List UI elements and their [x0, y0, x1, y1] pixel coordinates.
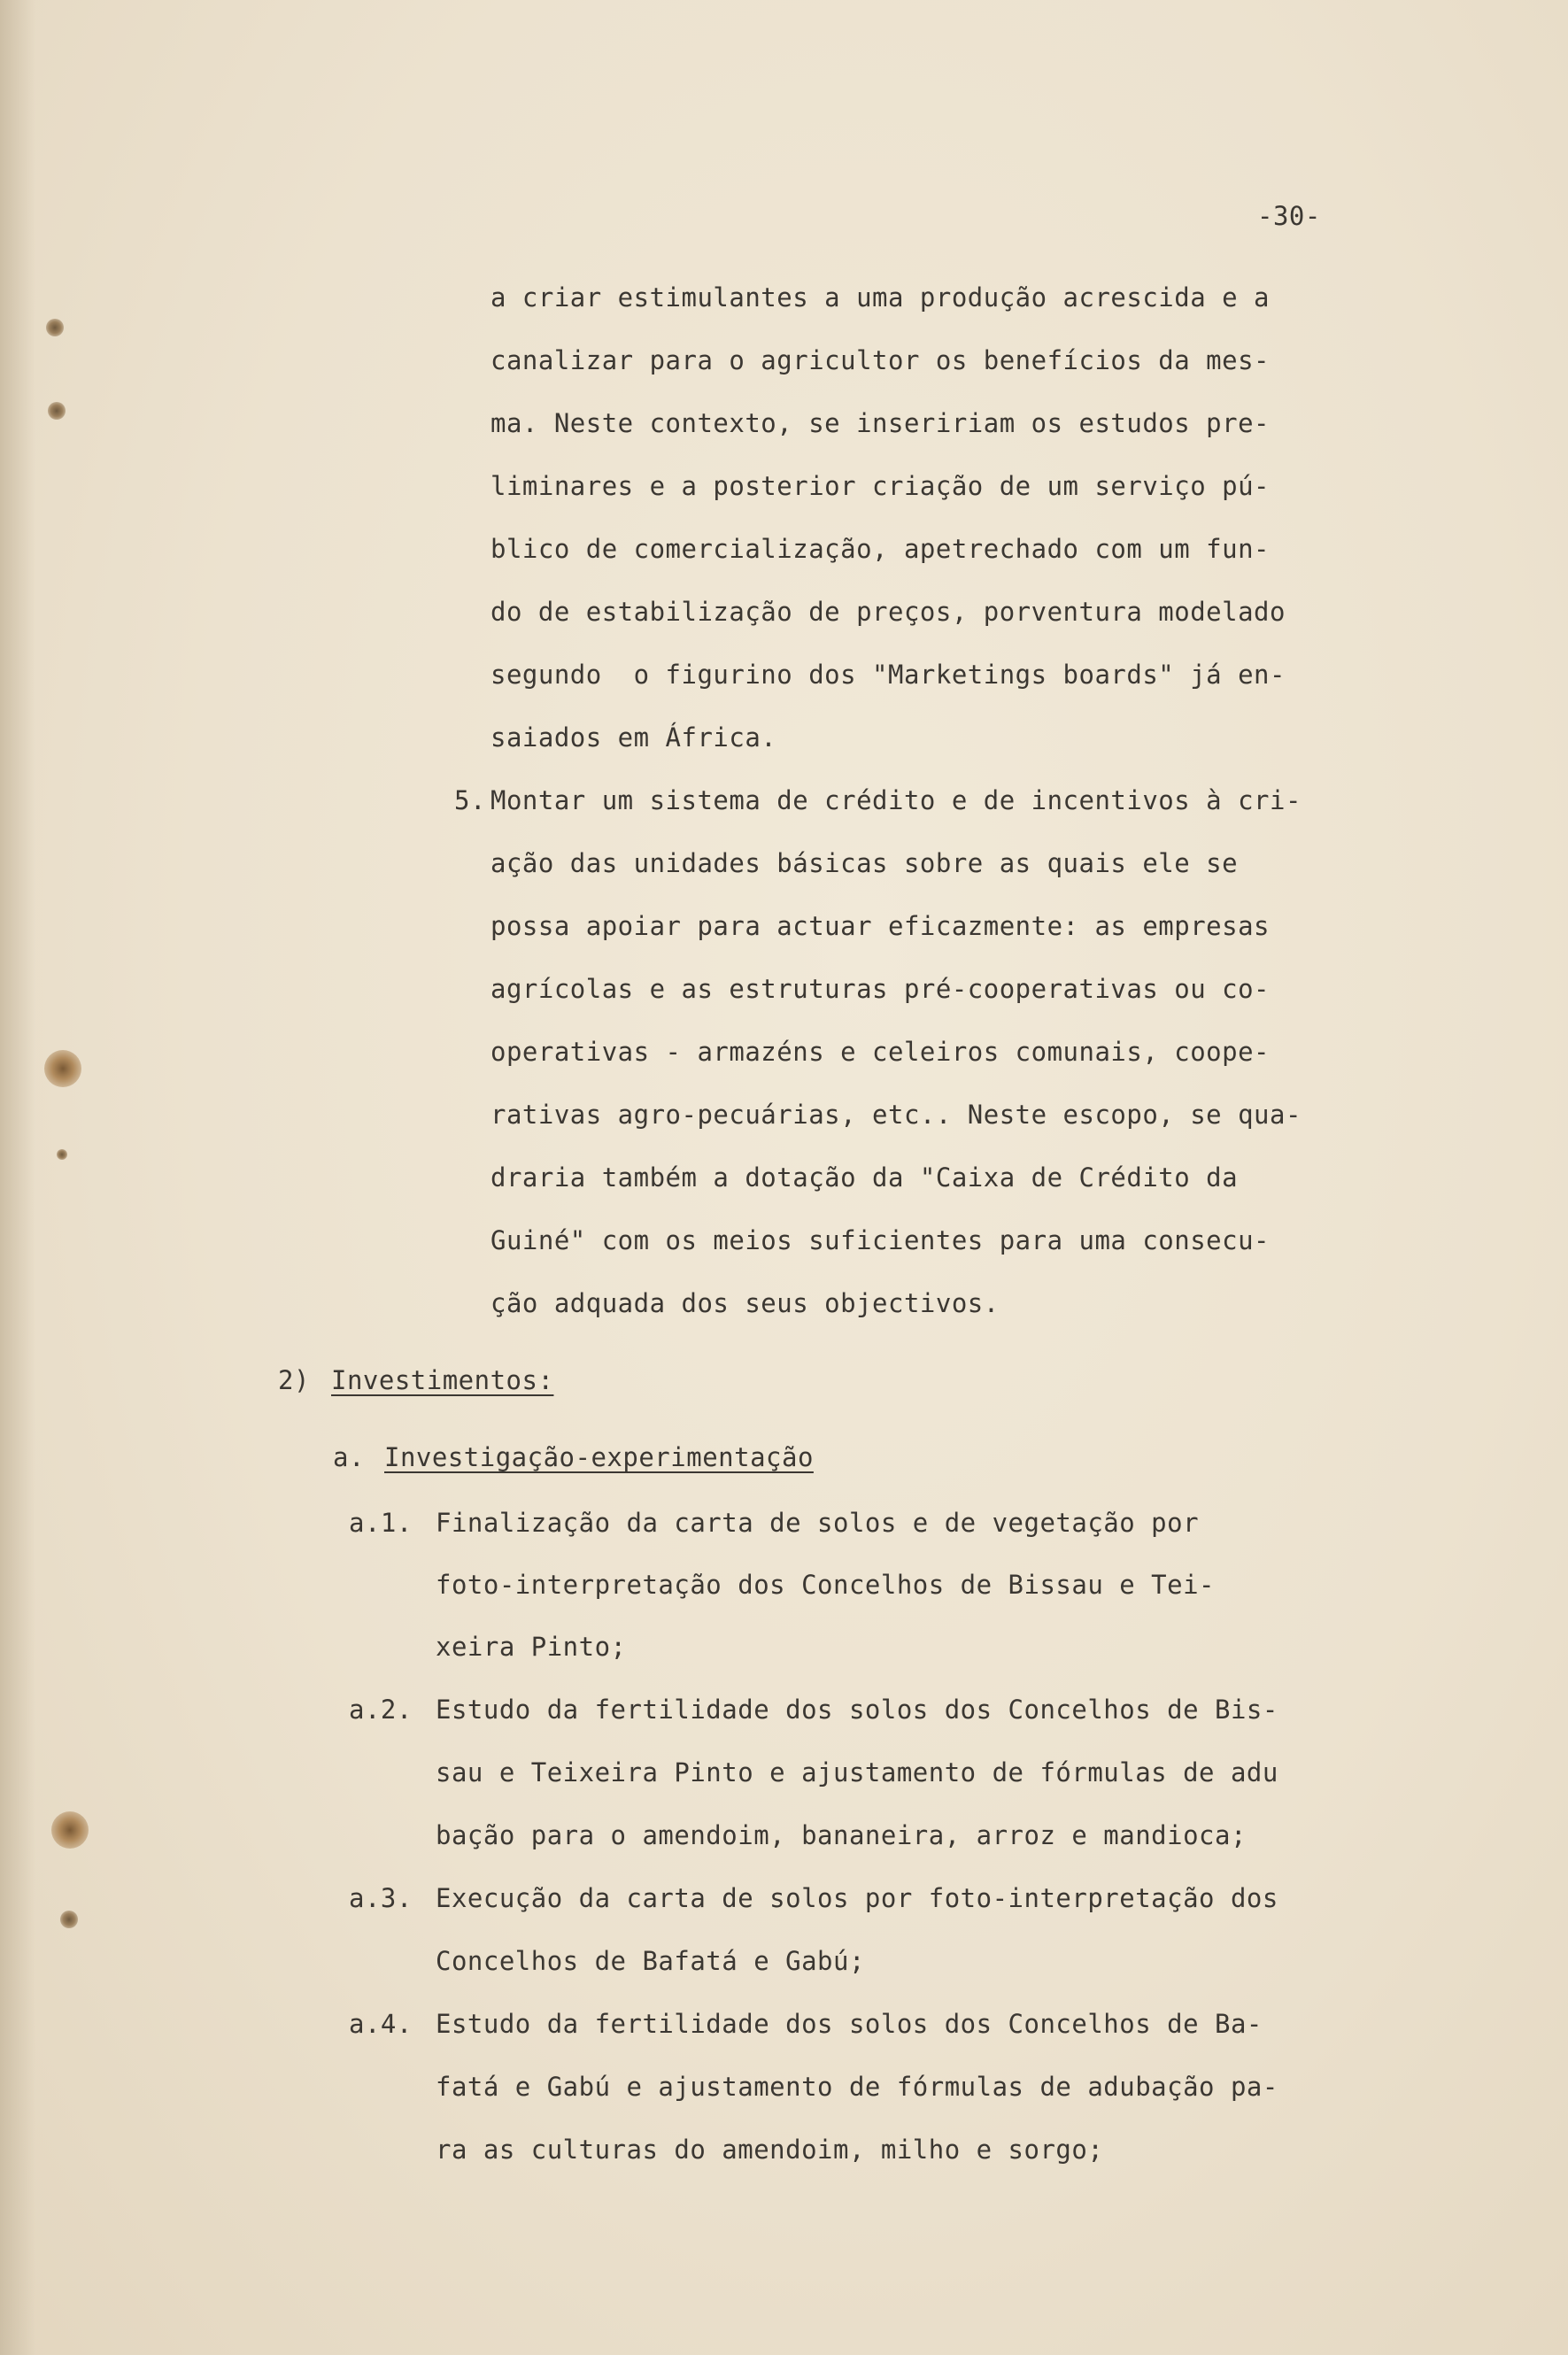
text-line: liminares e a posterior criação de um serviço pú- — [490, 471, 1271, 501]
text-line: ação das unidades básicas sobre as quais ele se — [490, 848, 1239, 878]
text-line: Finalização da carta de solos e de vegetação por — [436, 1508, 1200, 1538]
text-line: possa apoiar para actuar eficazmente: as empresas — [490, 911, 1271, 941]
text-line: Guiné" com os meios suficientes para uma consecu- — [490, 1225, 1271, 1255]
rust-stain-mark — [44, 1050, 81, 1087]
text-line: Estudo da fertilidade dos solos dos Concelhos de Ba- — [436, 2009, 1263, 2039]
page-number: -30- — [1257, 201, 1321, 231]
text-line: a criar estimulantes a uma produção acrescida e a — [490, 282, 1271, 313]
punch-hole-mark — [60, 1911, 78, 1928]
text-line: canalizar para o agricultor os benefícios da mes- — [490, 345, 1271, 375]
punch-hole-mark — [46, 319, 64, 336]
item-label-a3: a.3. — [349, 1883, 413, 1913]
text-line: do de estabilização de preços, porventura modelado — [490, 597, 1286, 627]
text-line: rativas agro-pecuárias, etc.. Neste escopo, se qua- — [490, 1100, 1302, 1130]
text-line: ção adquada dos seus objectivos. — [490, 1288, 1000, 1318]
subsection-a-letter: a. — [333, 1442, 365, 1472]
text-line: Concelhos de Bafatá e Gabú; — [436, 1946, 865, 1976]
paper-edge-shadow — [0, 0, 35, 2355]
section-2-number: 2) — [278, 1365, 310, 1395]
text-line: fatá e Gabú e ajustamento de fórmulas de adubação pa- — [436, 2072, 1278, 2102]
text-line: saiados em África. — [490, 722, 777, 753]
text-line: xeira Pinto; — [436, 1632, 627, 1662]
text-line: bação para o amendoim, bananeira, arroz e mandioca; — [436, 1820, 1247, 1850]
text-line: operativas - armazéns e celeiros comunais, coope- — [490, 1037, 1271, 1067]
item-label-a2: a.2. — [349, 1695, 413, 1725]
text-line: blico de comercialização, apetrechado com um fun- — [490, 534, 1271, 564]
text-line: segundo o figurino dos "Marketings boards" já en- — [490, 660, 1286, 690]
text-line: Execução da carta de solos por foto-interpretação dos — [436, 1883, 1278, 1913]
text-line: ra as culturas do amendoim, milho e sorgo; — [436, 2135, 1104, 2165]
punch-hole-mark — [57, 1149, 67, 1160]
subsection-a-heading: Investigação-experimentação — [384, 1442, 814, 1472]
item-label-a4: a.4. — [349, 2009, 413, 2039]
text-line: sau e Teixeira Pinto e ajustamento de fórmulas de adu — [436, 1757, 1278, 1787]
item-5-number: 5. — [454, 785, 486, 815]
punch-hole-mark — [48, 402, 66, 420]
text-line: Montar um sistema de crédito e de incentivos à cri- — [490, 785, 1302, 815]
item-label-a1: a.1. — [349, 1508, 413, 1538]
text-line: ma. Neste contexto, se inseririam os estudos pre- — [490, 408, 1271, 438]
text-line: draria também a dotação da "Caixa de Crédito da — [490, 1162, 1239, 1193]
text-line: foto-interpretação dos Concelhos de Bissau e Tei- — [436, 1570, 1216, 1600]
section-2-heading: Investimentos: — [331, 1365, 554, 1395]
text-line: Estudo da fertilidade dos solos dos Concelhos de Bis- — [436, 1695, 1278, 1725]
rust-stain-mark — [51, 1811, 89, 1849]
text-line: agrícolas e as estruturas pré-cooperativas ou co- — [490, 974, 1271, 1004]
